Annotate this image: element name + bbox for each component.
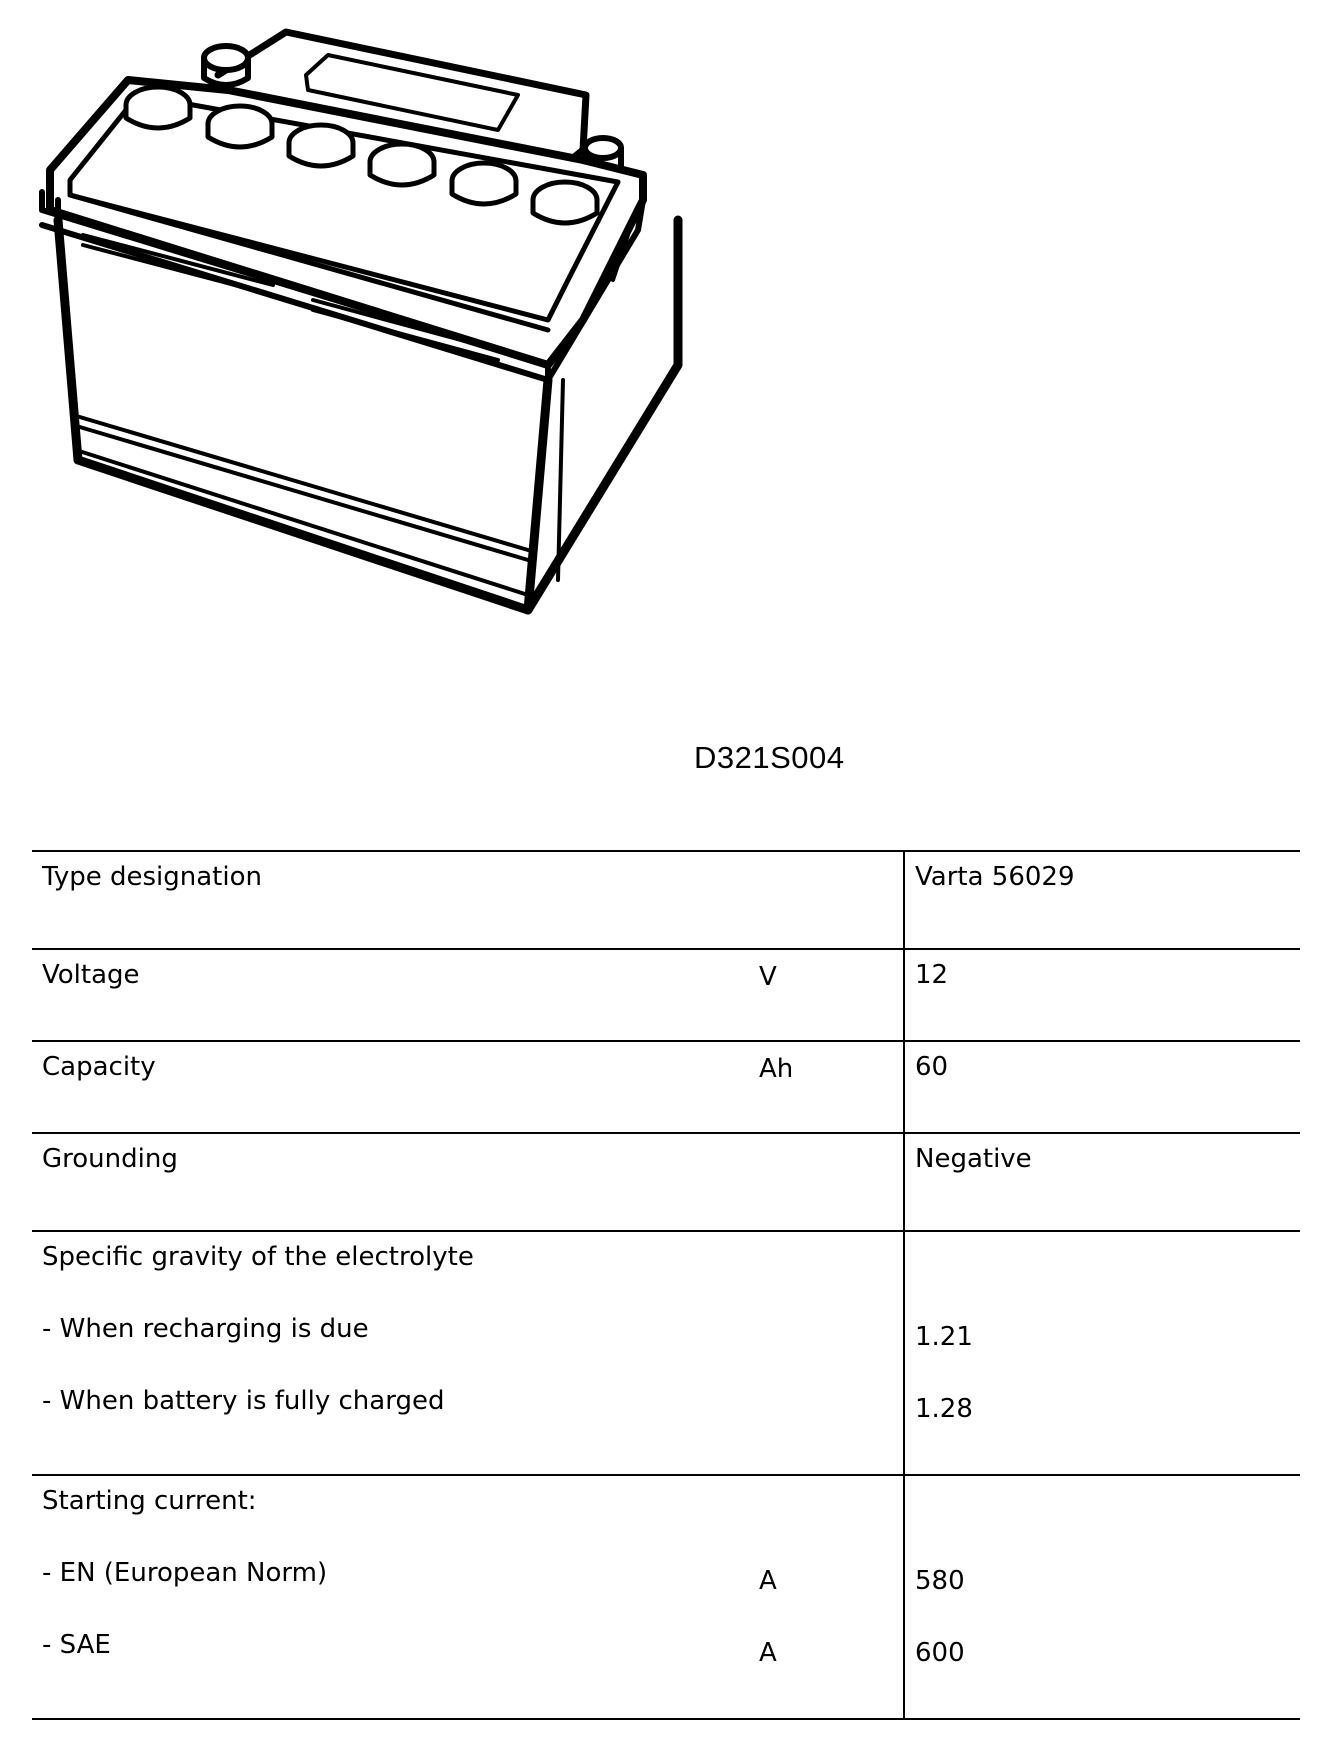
spec-unit: V [759, 962, 777, 992]
spec-row-starting-current [32, 1474, 1300, 1720]
car-battery-illustration [28, 20, 708, 620]
spec-label: Type designation [42, 862, 262, 892]
spec-row-capacity [32, 1040, 1300, 1132]
figure-code: D321S004 [694, 740, 845, 775]
spec-row-specific-gravity [32, 1230, 1300, 1474]
spec-row-type-designation [32, 850, 1300, 948]
spec-sublabel: - SAE [42, 1630, 111, 1660]
spec-sublabel: - When battery is fully charged [42, 1386, 445, 1416]
spec-value: Negative [915, 1144, 1032, 1174]
spec-value: 1.21 [915, 1322, 973, 1352]
spec-label: Starting current: [42, 1486, 257, 1516]
spec-row-grounding [32, 1132, 1300, 1230]
spec-label: Voltage [42, 960, 140, 990]
spec-value: 1.28 [915, 1394, 973, 1424]
spec-sublabel: - EN (European Norm) [42, 1558, 328, 1588]
spec-label: Capacity [42, 1052, 156, 1082]
spec-label: Specific gravity of the electrolyte [42, 1242, 474, 1272]
spec-unit: Ah [759, 1054, 794, 1084]
spec-unit: A [759, 1566, 777, 1596]
spec-value: Varta 56029 [915, 862, 1075, 892]
spec-unit: A [759, 1638, 777, 1668]
spec-value: 580 [915, 1566, 965, 1596]
spec-row-voltage [32, 948, 1300, 1040]
spec-value: 60 [915, 1052, 949, 1082]
spec-label: Grounding [42, 1144, 178, 1174]
spec-value: 600 [915, 1638, 965, 1668]
spec-value: 12 [915, 960, 949, 990]
battery-spec-table [32, 850, 1300, 1720]
spec-sublabel: - When recharging is due [42, 1314, 369, 1344]
